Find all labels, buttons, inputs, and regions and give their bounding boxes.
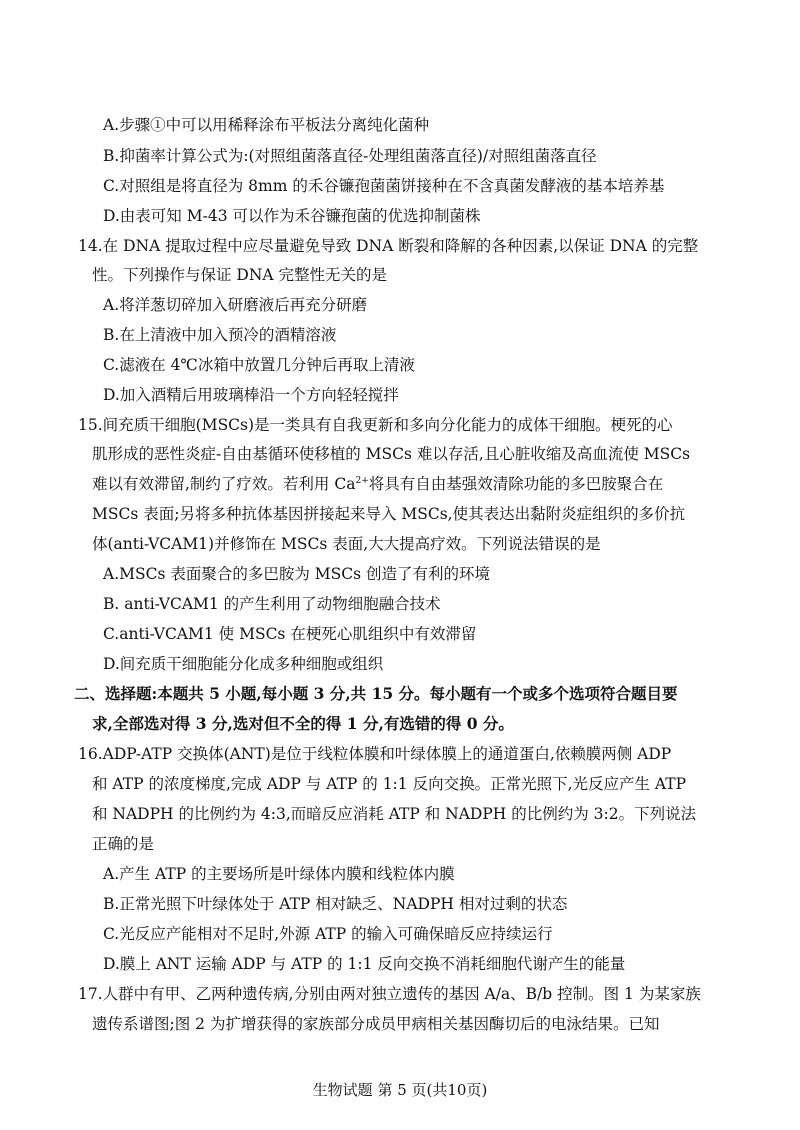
calcium-charge: 2+ <box>355 475 369 486</box>
q15-option-d: D.间充质干细胞能分化成多种细胞或组织 <box>103 655 384 673</box>
q15-stem-line3-b: 将具有自由基强效清除功能的多巴胺聚合在 <box>368 475 664 493</box>
q15-stem-line3 <box>92 473 663 495</box>
q16-option-a: A.产生 ATP 的主要场所是叶绿体内膜和线粒体内膜 <box>103 865 455 883</box>
q14-option-c: C.滤液在 4℃冰箱中放置几分钟后再取上清液 <box>103 356 415 374</box>
q14-option-b: B.在上清液中加入预冷的酒精溶液 <box>103 326 337 344</box>
q15-option-b: B. anti-VCAM1 的产生利用了动物细胞融合技术 <box>103 595 441 613</box>
q13-option-d: D.由表可知 M-43 可以作为禾谷镰孢菌的优选抑制菌株 <box>103 207 481 225</box>
q16-option-d: D.膜上 ANT 运输 ADP 与 ATP 的 1:1 反向交换不消耗细胞代谢产生的能量 <box>103 955 626 973</box>
q15-stem-line1: 15.间充质干细胞(MSCs)是一类具有自我更新和多向分化能力的成体干细胞。梗死的心 <box>78 416 673 434</box>
q15-stem-line4: MSCs 表面;另将多种抗体基因拼接起来导入 MSCs,使其表达出黏附炎症组织的多价抗 <box>92 505 686 523</box>
q15-stem-line2: 肌形成的恶性炎症-自由基循环使移植的 MSCs 难以存活,且心脏收缩及高血流使 MSCs <box>92 445 691 463</box>
q16-stem-line4: 正确的是 <box>92 835 155 853</box>
q15-stem-line3-a: 难以有效滞留,制约了疗效。若利用 Ca <box>92 475 356 493</box>
section2-heading-line1: 二、选择题:本题共 5 小题,每小题 3 分,共 15 分。每小题有一个或多个选项符合题目要 <box>74 684 678 703</box>
q14-stem-line2: 性。下列操作与保证 DNA 完整性无关的是 <box>92 266 388 284</box>
q13-option-a: A.步骤①中可以用稀释涂布平板法分离纯化菌种 <box>103 116 430 134</box>
q15-option-c: C.anti-VCAM1 使 MSCs 在梗死心肌组织中有效滞留 <box>103 625 477 643</box>
q15-option-a: A.MSCs 表面聚合的多巴胺为 MSCs 创造了有利的环境 <box>103 565 491 583</box>
q16-stem-line1: 16.ADP-ATP 交换体(ANT)是位于线粒体膜和叶绿体膜上的通道蛋白,依赖膜两侧 ADP <box>78 745 672 763</box>
page-footer: 生物试题 第 5 页(共10页) <box>312 1081 488 1099</box>
q14-option-d: D.加入酒精后用玻璃棒沿一个方向轻轻搅拌 <box>103 386 399 404</box>
q15-stem-line5: 体(anti-VCAM1)并修饰在 MSCs 表面,大大提高疗效。下列说法错误的是 <box>92 535 601 553</box>
q16-stem-line3: 和 NADPH 的比例约为 4:3,而暗反应消耗 ATP 和 NADPH 的比例约为 3:2。下列说法 <box>92 805 697 823</box>
q17-stem-line1: 17.人群中有甲、乙两种遗传病,分别由两对独立遗传的基因 A/a、B/b 控制。图 1 为某家族 <box>78 985 701 1003</box>
q17-stem-line2: 遗传系谱图;图 2 为扩增获得的家族部分成员甲病相关基因酶切后的电泳结果。已知 <box>92 1015 660 1033</box>
section2-heading-line2: 求,全部选对得 3 分,选对但不全的得 1 分,有选错的得 0 分。 <box>92 714 514 733</box>
q13-option-b: B.抑菌率计算公式为:(对照组菌落直径-处理组菌落直径)/对照组菌落直径 <box>103 147 597 165</box>
q16-option-b: B.正常光照下叶绿体处于 ATP 相对缺乏、NADPH 相对过剩的状态 <box>103 895 568 913</box>
q16-option-c: C.光反应产能相对不足时,外源 ATP 的输入可确保暗反应持续运行 <box>103 925 553 943</box>
q14-option-a: A.将洋葱切碎加入研磨液后再充分研磨 <box>103 296 368 314</box>
q16-stem-line2: 和 ATP 的浓度梯度,完成 ADP 与 ATP 的 1:1 反向交换。正常光照下,光反应产生 ATP <box>92 775 687 793</box>
q14-stem-line1: 14.在 DNA 提取过程中应尽量避免导致 DNA 断裂和降解的各种因素,以保证 DNA 的完整 <box>78 237 699 255</box>
q13-option-c: C.对照组是将直径为 8mm 的禾谷镰孢菌菌饼接种在不含真菌发酵液的基本培养基 <box>103 177 665 195</box>
